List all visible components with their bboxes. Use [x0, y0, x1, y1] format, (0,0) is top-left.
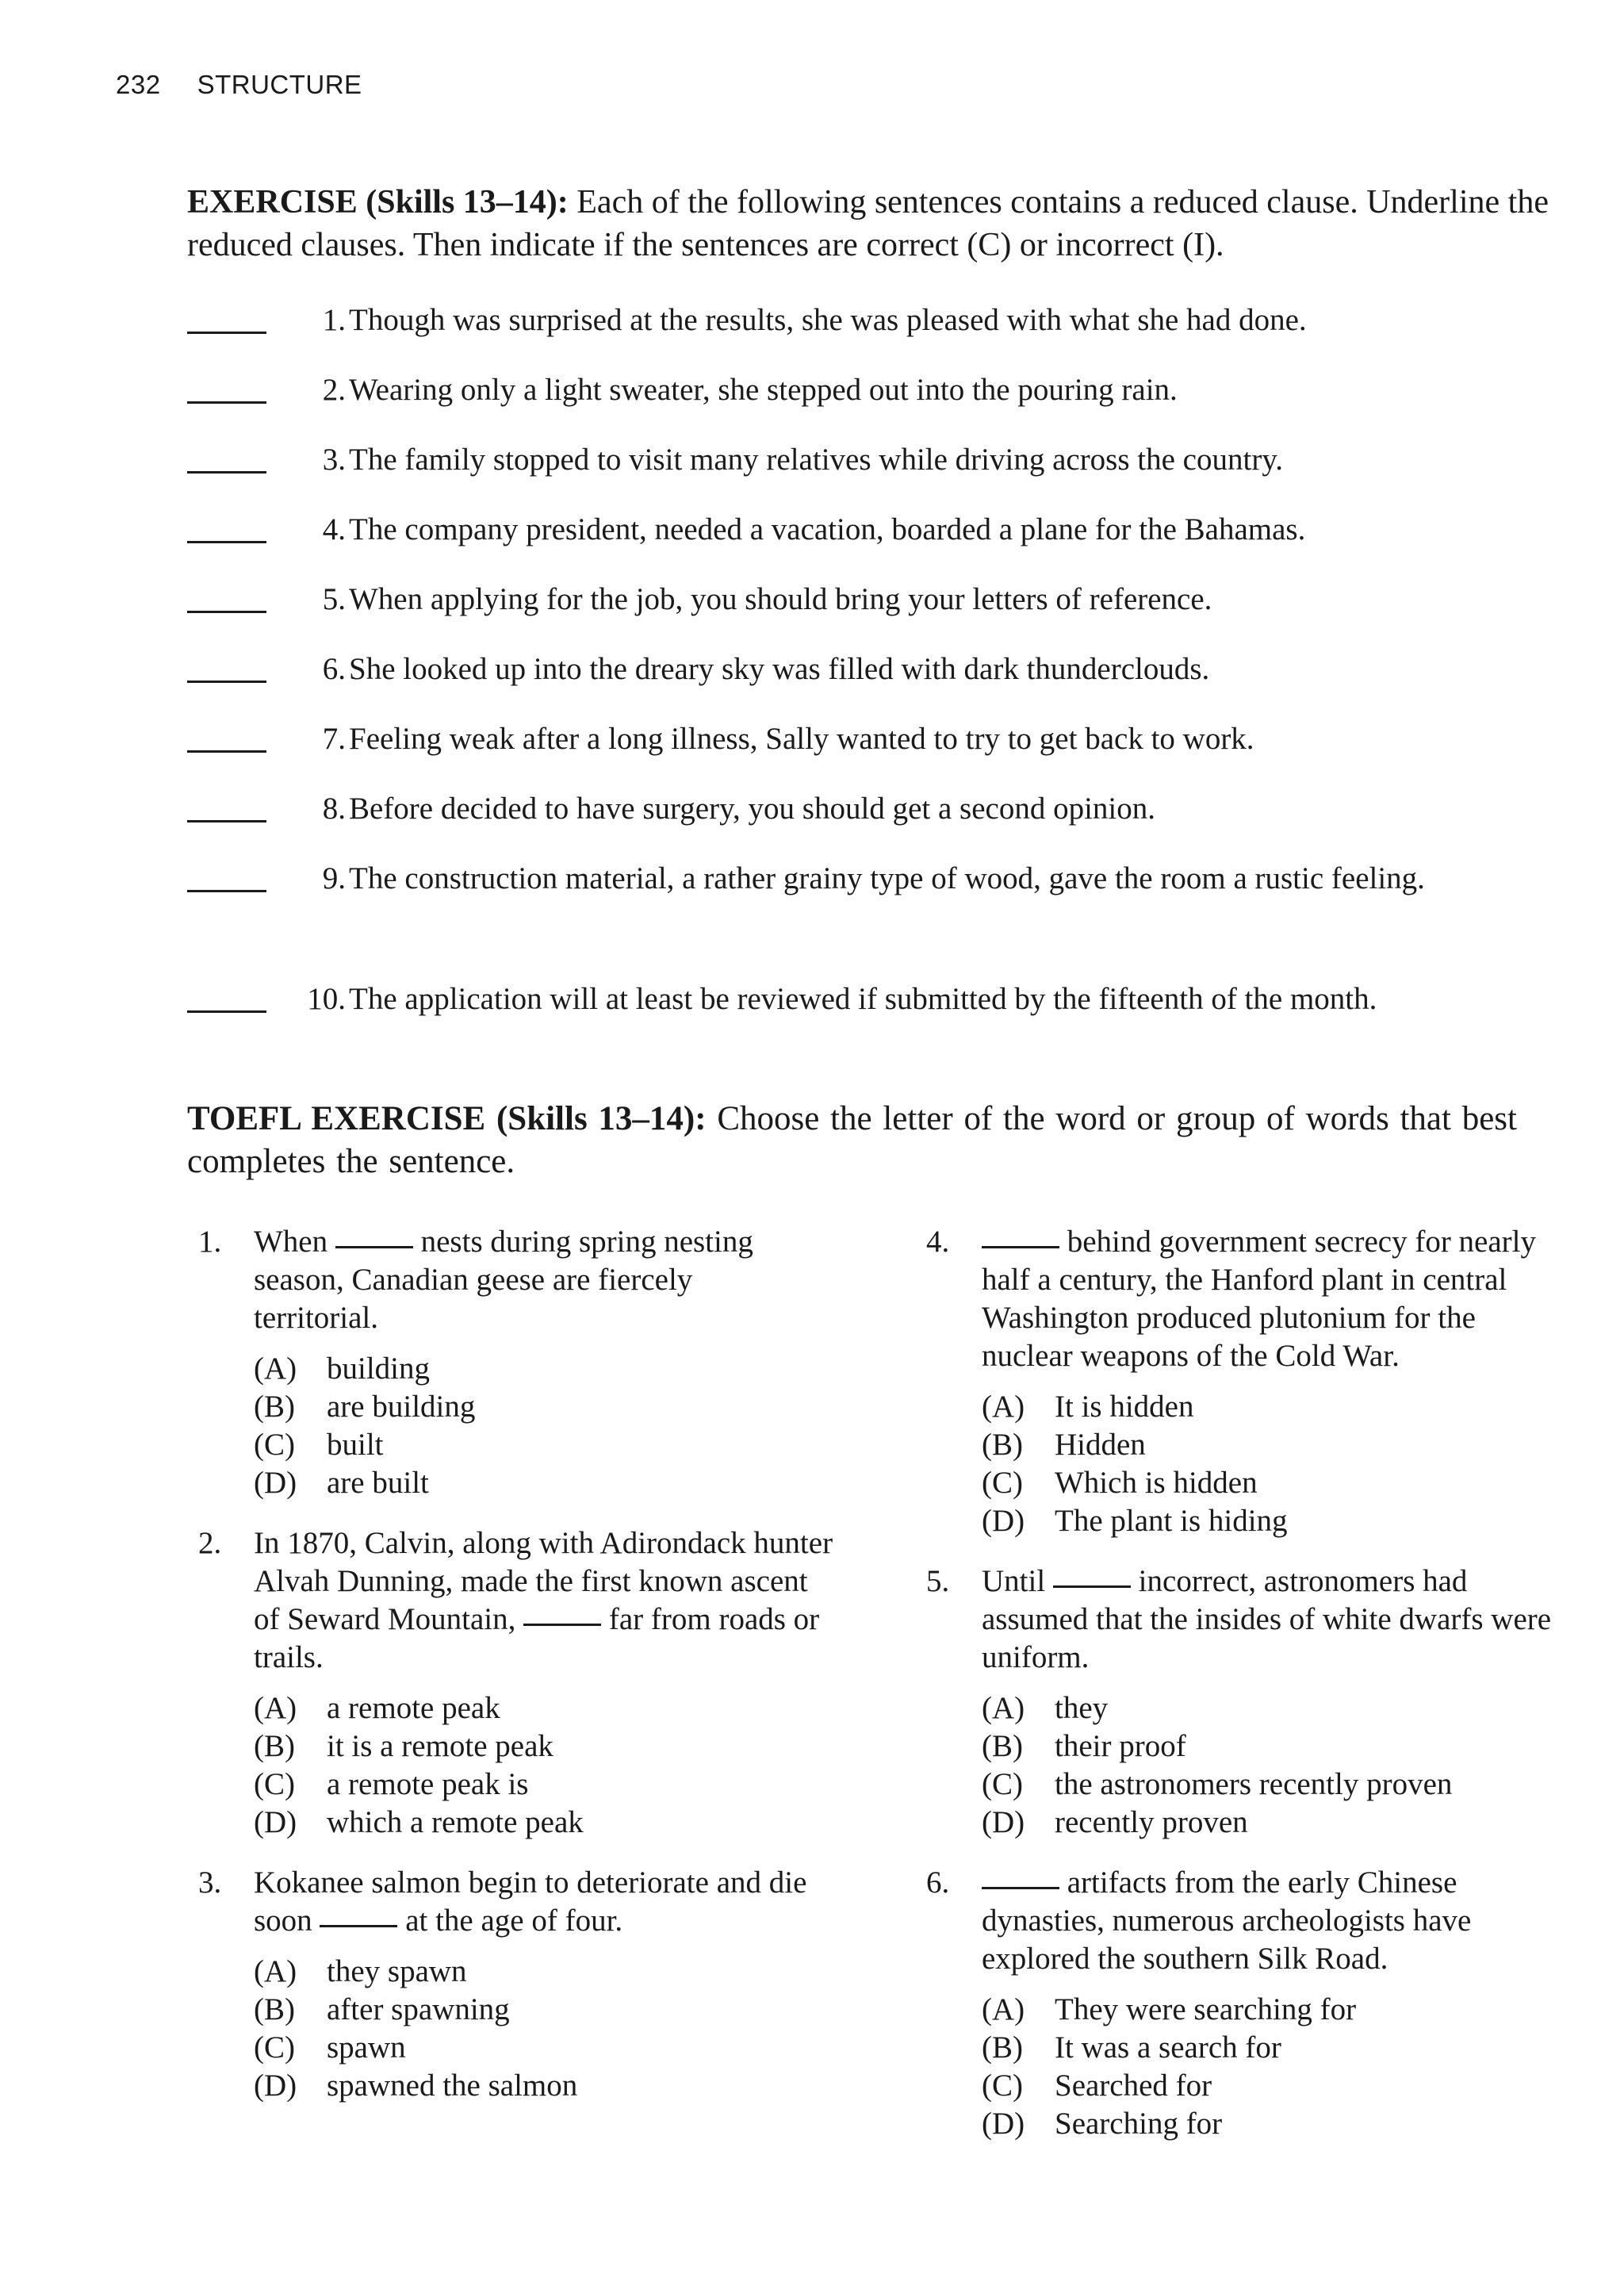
option-d[interactable]: (D) are built	[254, 1466, 429, 1500]
sentence-number: 2.	[322, 373, 346, 407]
question-column-right	[926, 1223, 1576, 2143]
question-blank	[523, 1624, 601, 1626]
toefl-instruction-text: Choose the letter of the word or group of words that best completes the sentence.	[187, 1100, 1517, 1180]
sentence-number: 4.	[322, 512, 346, 546]
answer-blank[interactable]	[187, 611, 266, 613]
question-blank	[335, 1246, 413, 1248]
toefl-title: TOEFL EXERCISE (Skills 13–14):	[187, 1100, 707, 1137]
sentence-item-1	[187, 295, 1599, 365]
running-head	[116, 70, 362, 100]
answer-blank[interactable]	[187, 820, 266, 822]
option-d[interactable]: (D) The plant is hiding	[982, 1504, 1288, 1538]
question-number: 3.	[198, 1865, 222, 1900]
sentence-text: Wearing only a light sweater, she stepped out into the pouring rain.	[349, 373, 1178, 407]
sentence-item-8	[187, 784, 1599, 853]
question-stem: Kokanee salmon begin to deteriorate and die soon at the age of four.	[254, 1865, 807, 1938]
answer-options	[982, 1388, 1576, 1540]
sentence-text: The family stopped to visit many relatives while driving across the country.	[349, 443, 1284, 477]
option-c[interactable]: (C) Searched for	[982, 2069, 1212, 2103]
question-number: 1.	[198, 1225, 222, 1259]
sentence-text: The construction material, a rather grainy type of wood, gave the room a rustic feeling.	[349, 861, 1425, 895]
sentence-item-5	[187, 574, 1599, 644]
option-d[interactable]: (D) Searching for	[982, 2107, 1223, 2141]
option-c[interactable]: (C) a remote peak is	[254, 1767, 529, 1801]
option-c[interactable]: (C) built	[254, 1428, 384, 1462]
sentence-text: She looked up into the dreary sky was filled with dark thunderclouds.	[349, 652, 1210, 686]
answer-blank[interactable]	[187, 541, 266, 543]
option-a[interactable]: (A) They were searching for	[982, 1992, 1357, 2026]
answer-options	[254, 1953, 864, 2105]
sentence-item-3	[187, 435, 1599, 504]
option-c[interactable]: (C) Which is hidden	[982, 1466, 1258, 1500]
answer-blank[interactable]	[187, 750, 266, 753]
sentence-text: Before decided to have surgery, you should get a second opinion.	[349, 792, 1155, 826]
exercise-title: EXERCISE (Skills 13–14):	[187, 184, 569, 220]
section-title: STRUCTURE	[197, 70, 362, 99]
question-1	[198, 1223, 864, 1502]
question-3	[198, 1864, 864, 2105]
sentence-text: Feeling weak after a long illness, Sally wanted to try to get back to work.	[349, 722, 1254, 756]
exercise-instruction-text: Each of the following sentences contains a reduced clause. Underline the reduced clauses. Then indicate if the sentences are correct (C) or incorrect (I).	[187, 184, 1549, 263]
answer-options	[982, 1689, 1576, 1842]
answer-blank[interactable]	[187, 471, 266, 474]
sentence-number: 9.	[322, 861, 346, 895]
question-stem: In 1870, Calvin, along with Adirondack hunter Alvah Dunning, made the first known ascent of Seward Mountain, far from roads or trails.	[254, 1526, 833, 1674]
question-number: 4.	[926, 1225, 950, 1259]
question-number: 6.	[926, 1865, 950, 1900]
sentence-text: The company president, needed a vacation, boarded a plane for the Bahamas.	[349, 512, 1306, 546]
answer-options	[254, 1350, 864, 1502]
question-2	[198, 1524, 864, 1842]
answer-blank[interactable]	[187, 890, 266, 892]
sentence-text: When applying for the job, you should bring your letters of reference.	[349, 582, 1212, 616]
question-stem: Until incorrect, astronomers had assumed that the insides of white dwarfs were uniform.	[982, 1564, 1552, 1674]
question-blank	[982, 1246, 1059, 1248]
sentence-number: 6.	[322, 652, 346, 686]
question-blank	[1053, 1585, 1131, 1588]
option-a[interactable]: (A) they	[982, 1691, 1109, 1725]
sentence-item-4	[187, 504, 1599, 574]
sentence-number: 7.	[322, 722, 346, 756]
option-d[interactable]: (D) recently proven	[982, 1805, 1248, 1839]
option-a[interactable]: (A) they spawn	[254, 1954, 467, 1988]
option-b[interactable]: (B) are building	[254, 1390, 476, 1424]
sentence-number: 3.	[322, 443, 346, 477]
question-stem: behind government secrecy for nearly half a century, the Hanford plant in central Washington produced plutonium for the nuclear weapons of the Cold War.	[982, 1225, 1536, 1373]
sentence-text: The application will at least be reviewed if submitted by the fifteenth of the month.	[349, 982, 1377, 1016]
option-c[interactable]: (C) spawn	[254, 2030, 406, 2065]
question-number: 5.	[926, 1564, 950, 1598]
question-number: 2.	[198, 1526, 222, 1560]
option-c[interactable]: (C) the astronomers recently proven	[982, 1767, 1453, 1801]
answer-blank[interactable]	[187, 1010, 266, 1013]
option-b[interactable]: (B) after spawning	[254, 1992, 510, 2026]
option-b[interactable]: (B) It was a search for	[982, 2030, 1281, 2065]
sentence-item-10	[187, 974, 1599, 1044]
sentence-item-2	[187, 365, 1599, 435]
question-stem: When nests during spring nesting season, Canadian geese are fiercely territorial.	[254, 1225, 753, 1335]
toefl-instructions	[187, 1098, 1567, 1183]
option-a[interactable]: (A) It is hidden	[982, 1390, 1194, 1424]
question-4	[926, 1223, 1576, 1540]
option-b[interactable]: (B) their proof	[982, 1729, 1186, 1763]
sentence-number: 8.	[322, 792, 346, 826]
answer-blank[interactable]	[187, 401, 266, 404]
question-5	[926, 1562, 1576, 1842]
question-blank	[320, 1925, 397, 1927]
answer-blank[interactable]	[187, 332, 266, 334]
option-b[interactable]: (B) Hidden	[982, 1428, 1146, 1462]
answer-options	[254, 1689, 864, 1842]
question-column-left	[198, 1223, 864, 2105]
option-a[interactable]: (A) a remote peak	[254, 1691, 500, 1725]
sentence-item-9	[187, 853, 1599, 974]
sentence-number: 1.	[322, 303, 346, 337]
sentence-item-7	[187, 714, 1599, 784]
question-stem: artifacts from the early Chinese dynasties, numerous archeologists have explored the southern Silk Road.	[982, 1865, 1472, 1976]
sentence-text: Though was surprised at the results, she was pleased with what she had done.	[349, 303, 1307, 337]
question-blank	[982, 1887, 1059, 1889]
answer-options	[982, 1991, 1576, 2143]
page-number: 232	[116, 70, 161, 99]
answer-blank[interactable]	[187, 681, 266, 683]
sentence-list	[187, 295, 1599, 1044]
option-d[interactable]: (D) which a remote peak	[254, 1805, 584, 1839]
sentence-number: 10.	[307, 982, 346, 1016]
sentence-number: 5.	[322, 582, 346, 616]
option-b[interactable]: (B) it is a remote peak	[254, 1729, 553, 1763]
sentence-item-6	[187, 644, 1599, 714]
exercise-instructions	[187, 181, 1567, 266]
question-6	[926, 1864, 1576, 2143]
option-d[interactable]: (D) spawned the salmon	[254, 2069, 578, 2103]
option-a[interactable]: (A) building	[254, 1352, 431, 1386]
